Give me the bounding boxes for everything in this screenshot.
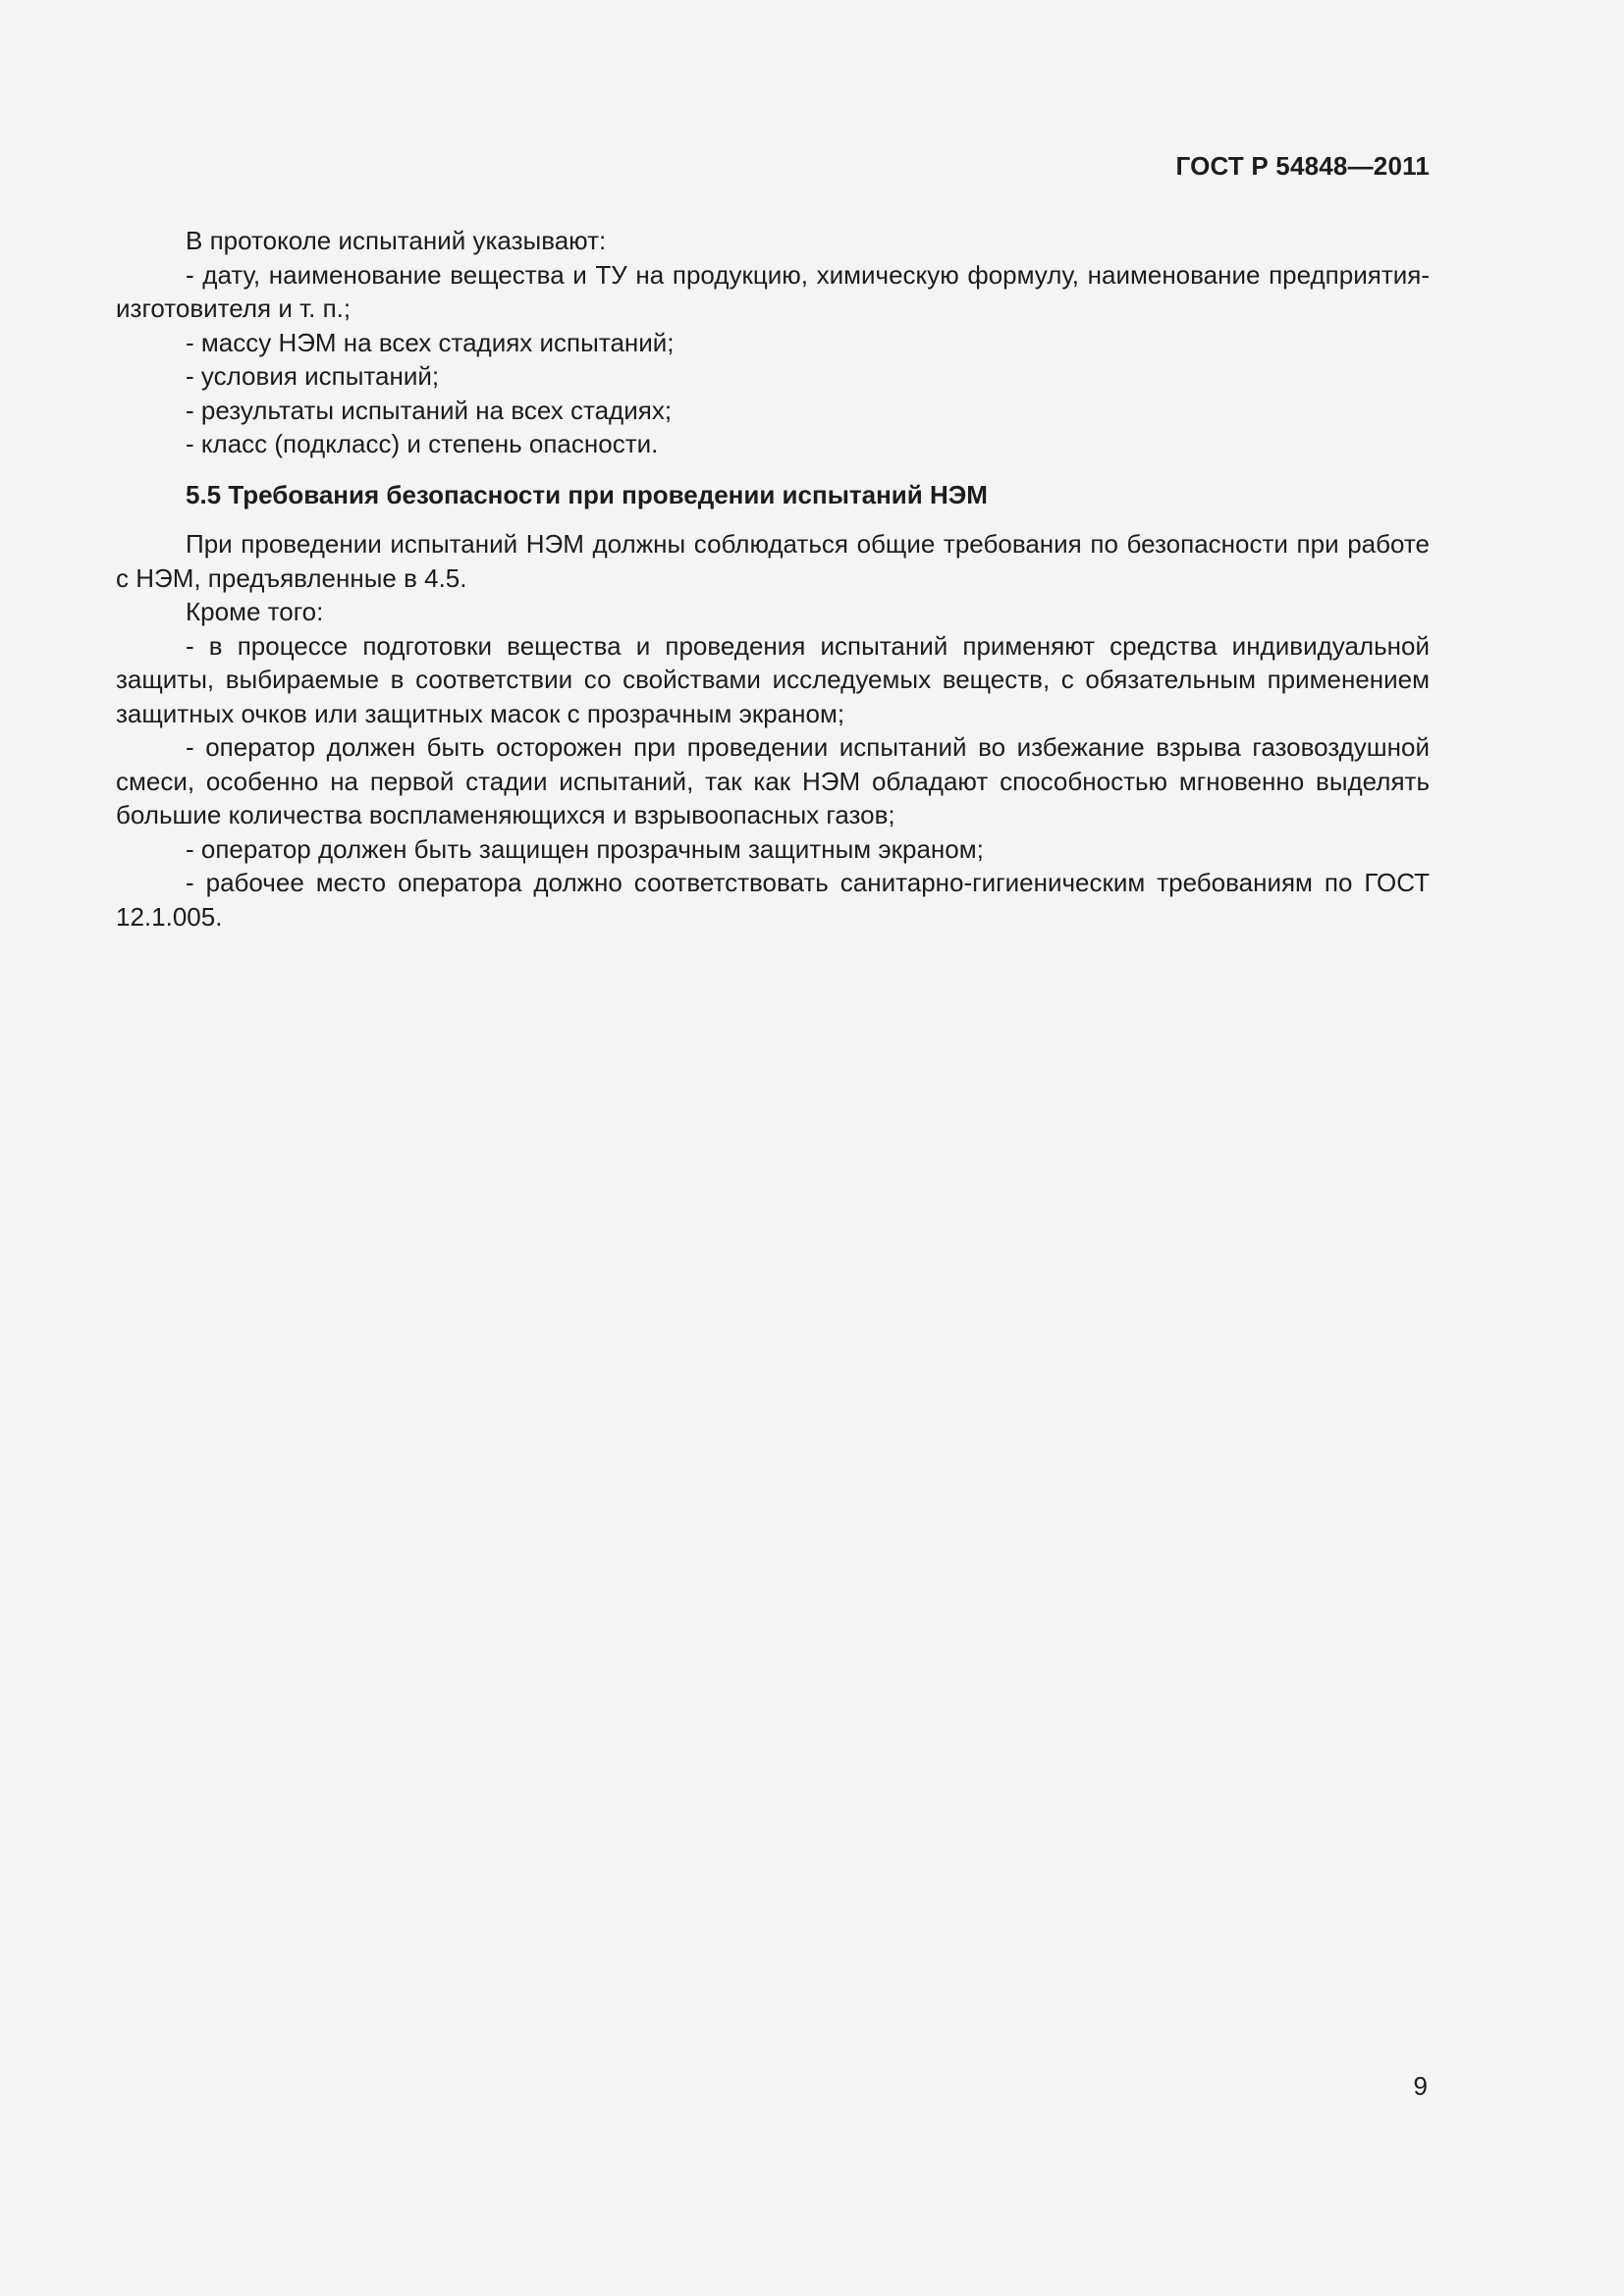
protocol-item-3: - условия испытаний; <box>186 361 440 391</box>
safety-item-2: - оператор должен быть осторожен при проведении испытаний во избежание взрыва газовоздушной смеси, особенно на первой стадии испытаний, так как НЭМ обладают способностью мгновенно выделять большие количества воспламеняющихся и взрывоопасных газов; <box>116 732 1430 829</box>
document-code-header: ГОСТ Р 54848—2011 <box>1175 151 1430 181</box>
section-paragraph-2: Кроме того: <box>186 597 324 626</box>
safety-item-1: - в процессе подготовки вещества и проведения испытаний применяют средства индивидуальной защиты, выбираемые в соответствии со свойствами исследуемых веществ, с обязательным применением защитных очков или защитных масок с прозрачным экраном; <box>116 630 1430 728</box>
section-paragraph-1: При проведении испытаний НЭМ должны соблюдаться общие требования по безопасности при работе с НЭМ, предъявленные в 4.5. <box>116 529 1430 593</box>
protocol-intro: В протоколе испытаний указывают: <box>186 226 607 255</box>
protocol-item-2: - массу НЭМ на всех стадиях испытаний; <box>186 327 675 357</box>
protocol-item-4: - результаты испытаний на всех стадиях; <box>186 395 673 425</box>
section-heading: 5.5 Требования безопасности при проведении испытаний НЭМ <box>186 479 988 509</box>
protocol-item-1: - дату, наименование вещества и ТУ на продукцию, химическую формулу, наименование предприятия-изготовителя и т. п.; <box>116 259 1430 323</box>
page-body <box>116 224 1430 934</box>
safety-item-3: - оператор должен быть защищен прозрачным защитным экраном; <box>186 833 984 864</box>
safety-item-4: - рабочее место оператора должно соответствовать санитарно-гигиеническим требованиям по ГОСТ 12.1.005. <box>116 868 1430 932</box>
page-number: 9 <box>1413 2071 1428 2101</box>
protocol-item-5: - класс (подкласс) и степень опасности. <box>186 429 659 458</box>
